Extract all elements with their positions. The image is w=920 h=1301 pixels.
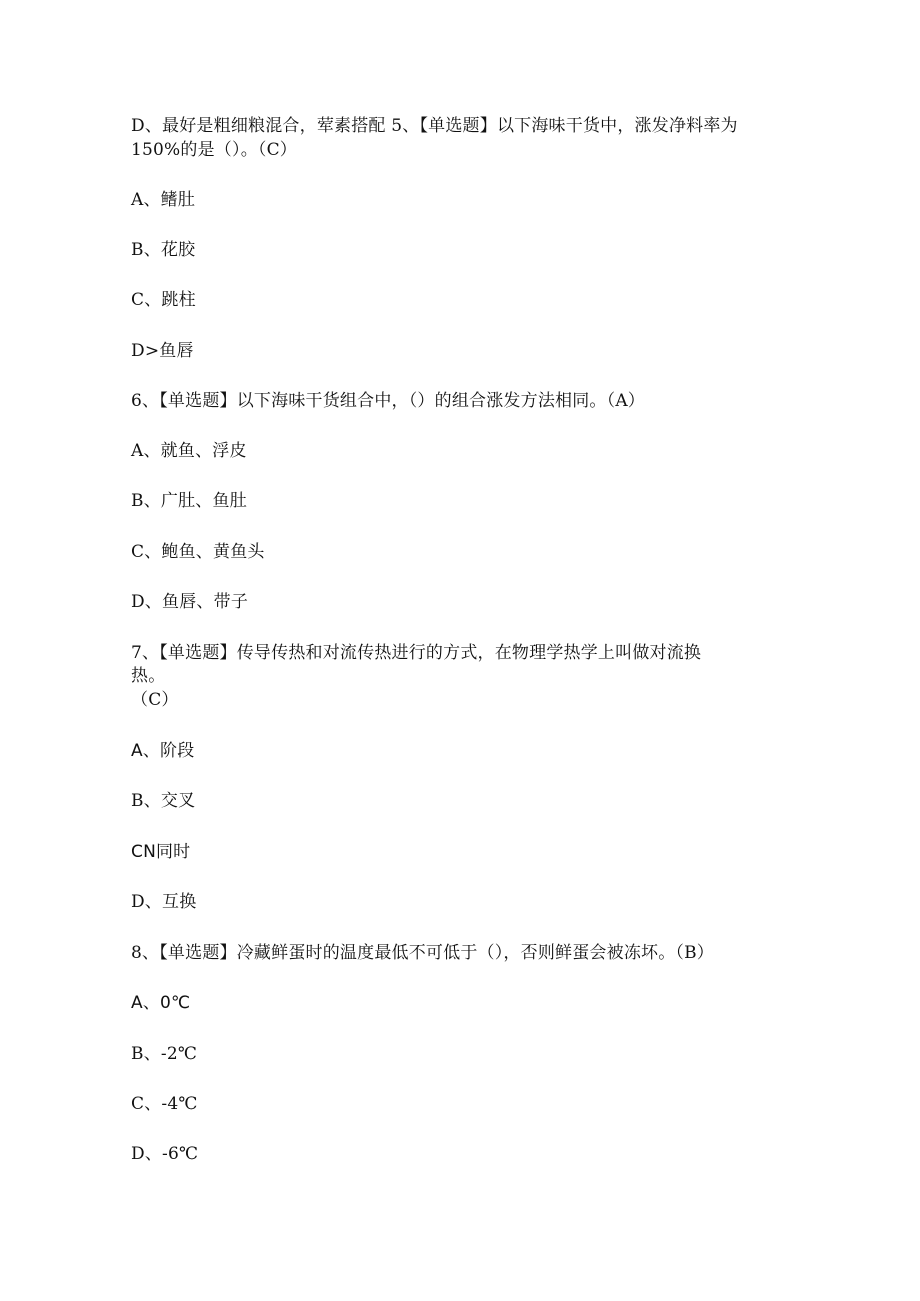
question-6-option-b: B、广肚、鱼肚 bbox=[131, 491, 247, 511]
question-5-text-line-2: 150%的是（）。（C） bbox=[131, 140, 298, 160]
question-7-option-d: D、互换 bbox=[131, 892, 197, 912]
question-5-option-c: C、跳柱 bbox=[131, 290, 196, 310]
question-7-answer: （C） bbox=[131, 690, 179, 710]
question-7-text-line-1: 7、【单选题】传导传热和对流传热进行的方式，在物理学热学上叫做对流换 bbox=[131, 643, 702, 663]
question-8-option-d: D、-6℃ bbox=[131, 1144, 199, 1164]
question-7-option-b: B、交叉 bbox=[131, 791, 196, 811]
question-8-option-c: C、-4℃ bbox=[131, 1094, 198, 1114]
question-6-option-c: C、鲍鱼、黄鱼头 bbox=[131, 542, 265, 562]
question-6-option-d: D、鱼唇、带子 bbox=[131, 592, 249, 612]
question-6-text: 6、【单选题】以下海味干货组合中，（）的组合涨发方法相同。（A） bbox=[131, 391, 645, 411]
question-5-option-d: D>鱼唇 bbox=[131, 341, 194, 361]
question-5-option-b: B、花胶 bbox=[131, 240, 196, 260]
question-8-text: 8、【单选题】冷藏鲜蛋时的温度最低不可低于（），否则鲜蛋会被冻坏。（B） bbox=[131, 943, 715, 963]
question-7-option-c: CN同时 bbox=[131, 842, 191, 862]
question-5-text-line-1: D、最好是粗细粮混合，荤素搭配 5、【单选题】以下海味干货中，涨发净料率为 bbox=[131, 116, 738, 136]
question-7-option-a: A、阶段 bbox=[131, 741, 195, 761]
question-8-option-b: B、-2℃ bbox=[131, 1044, 198, 1064]
question-8-option-a: A、0℃ bbox=[131, 993, 191, 1013]
question-5-option-a: A、鳍肚 bbox=[131, 190, 196, 210]
question-6-option-a: A、就鱼、浮皮 bbox=[131, 441, 247, 461]
question-7-text-line-2: 热。 bbox=[131, 666, 166, 686]
